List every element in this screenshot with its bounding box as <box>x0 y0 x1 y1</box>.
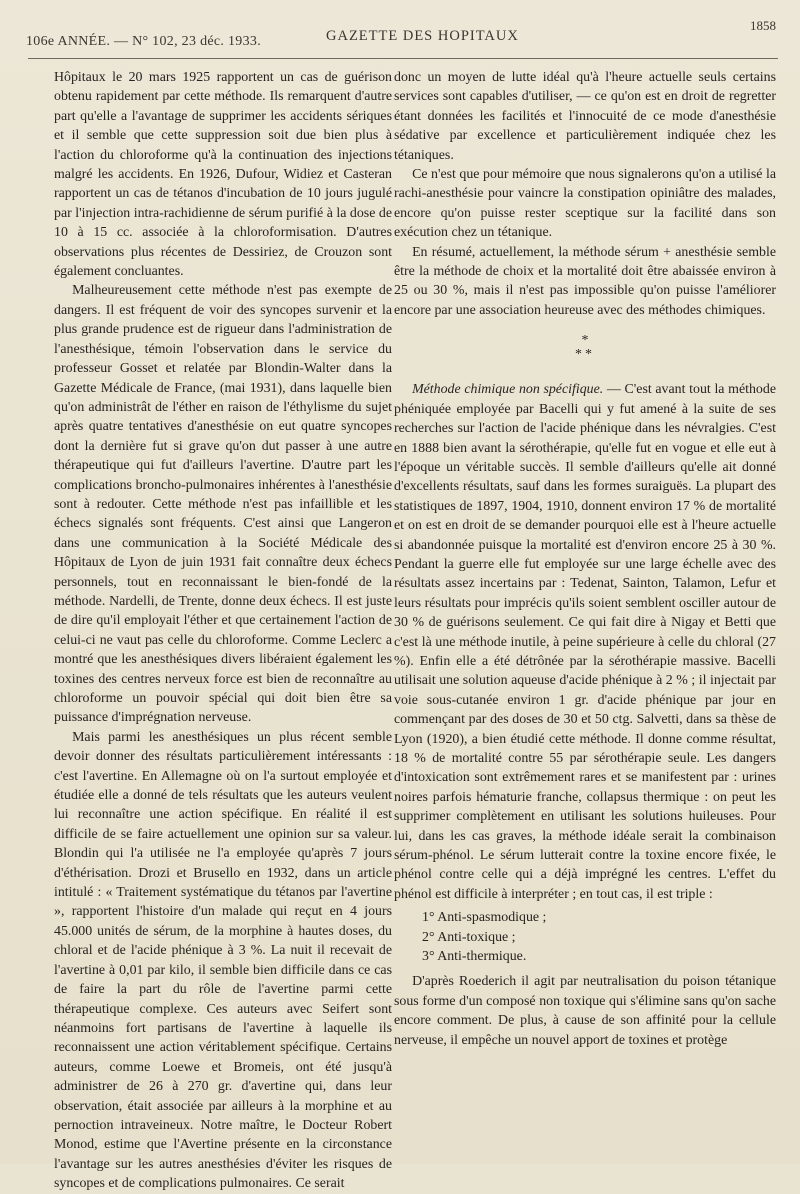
property-list <box>422 908 776 966</box>
section-paragraph <box>394 380 776 904</box>
paragraph: Mais parmi les anesthésiques un plus récent semble devoir donner des résultats particulièrement intéressants : c'est l'avertine. En Allemagne où on l'a surtout employée et étudiée elle a donné de tels résultats que les auteurs veulent lui reconnaître une action spécifique. En réalité il est difficile de se faire actuellement une opinion sur sa valeur. Blondin qui l'a utilisée ne l'a employée qu'après 7 jours d'éthérisation. Drozi et Brusello en 1932, dans un article intitulé : « Traitement systématique du tétanos par l'avertine », rapportent l'histoire d'un malade qui reçut en 4 jours 45.000 unités de sérum, de la morphine à hautes doses, du chloral et de l'acide phénique à 3 %. La nuit il recevait de l'avertine à 0,01 par kilo, il semble bien difficile dans ce cas de faire la part du rôle de l'avertine parmi cette thérapeutique complexe. Ces auteurs avec Seifert sont néanmoins fort partisans de l'avertine à laquelle ils reconnaissent une action véritablement spécifique. Certains auteurs, comme Loewe et Bromeis, ont été jusqu'à administrer de 26 à 270 gr. d'avertine qui, dans leur observation, était associée par ailleurs à la morphine et au pernoction intraveineux. Notre maître, le Docteur Robert Monod, estime que l'Avertine présente en la circonstance l'avantage sur les autres anesthésies d'éviter les risques de syncopes et de complications pulmonaires. Ce serait <box>54 729 392 1192</box>
list-item: 3° Anti-thermique. <box>422 949 527 965</box>
section-lead: Méthode chimique non spécifique. <box>412 382 604 398</box>
header-rule <box>28 58 778 59</box>
paragraph: Ce n'est que pour mémoire que nous signalerons qu'on a utilisé la rachi-anesthésie pour vaincre la constipation opiniâtre des malades, encore qu'on puisse rester sceptique sur la facilité dans son exécution chez un tétanique. <box>394 167 776 241</box>
paragraph: D'après Roederich il agit par neutralisation du poison tétanique sous forme d'un composé non toxique qui s'élimine sans qu'on sache encore comment. De plus, à cause de son affinité pour la cellule nerveuse, il empêche un nouvel apport de toxines et protège <box>394 974 776 1048</box>
list-item: 1° Anti-spasmodique ; <box>422 910 547 926</box>
section-body: — C'est avant tout la méthode phéniquée employée par Bacelli qui y fut amené à la suite de ses recherches sur l'action de l'acide phénique dans les névralgies. C'est en 1888 bien avant la sérothérapie, qu'elle fut en vogue et elle eut à l'époque un véritable succès. Il semble d'ailleurs qu'elle ait donné d'excellents résultats, sauf dans les formes suraiguës. La plupart des statistiques de 1897, 1904, 1910, donnent environ 17 % de mortalité et on est en droit de se demander pourquoi elle est à l'heure actuelle si abandonnée puisque la mortalité est d'environ encore 25 à 30 %. Pendant la guerre elle fut employée sur une large échelle avec des résultats assez incertains par : Tedenat, Sainton, Talamon, Lefur et leurs résultats pour imprécis qu'ils soient semblent osciller autour de 30 % de guérisons seulement. Ce qui fait dire à Nigay et Betti que c'est là une méthode inutile, à peine supérieure à celle du chloral (27 %). Enfin elle a été détrônée par la sérothérapie massive. Bacelli utilisait une solution aqueuse d'acide phénique à 2 % ; il injectait par voie sous-cutanée environ 1 gr. d'acide phénique par jour en commençant par des doses de 30 et 50 ctg. Salvetti, dans sa thèse de Lyon (1920), a bien étudié cette méthode. Il donne comme résultat, 18 % de mortalité contre 55 par sérothérapie seule. Les dangers d'intoxication sont extrêmement rares et se manifestent par : urines noires parfois hématurie franche, collapsus thermique : on peut les supprimer complètement en utilisant les solutions huileuses. Pour lui, dans les cas graves, la méthode idéale serait la combinaison sérum-phénol. Le sérum lutterait contre la toxine encore fixée, le phénol contre celle qui a déjà imprégné les centres. L'effet du phénol est difficile à interpréter ; en tout cas, il est triple : <box>394 382 776 902</box>
paragraph: Hôpitaux le 20 mars 1925 rapportent un cas de guérison obtenu rapidement par cette méthode. Ils remarquent d'autre part qu'elle a l'avantage de supprimer les accidents sériques et il semble que cette suppression soit due bien plus à l'action du chloroforme qu'à la continuation des injections malgré les accidents. En 1926, Dufour, Widiez et Casteran rapportent un cas de tétanos d'incubation de 10 jours jugulé par l'injection intra-rachidienne de sérum purifié à la dose de 10 à 15 cc. associée à la chloroformisation. D'autres observations plus récentes de Dessiriez, de Crouzon sont également concluantes. <box>54 70 392 280</box>
section-separator-asterism: * ** <box>575 333 595 363</box>
paragraph: En résumé, actuellement, la méthode sérum + anesthésie semble être la méthode de choix et la mortalité doit être abaissée environ à 25 ou 30 %, mais il n'est pas impossible qu'on puisse l'améliorer encore par une association heureuse avec des méthodes chimiques. <box>394 244 776 318</box>
page-number: 1858 <box>750 18 776 33</box>
page-header <box>26 18 776 58</box>
right-column <box>394 68 776 1148</box>
paragraph: Malheureusement cette méthode n'est pas exempte de dangers. Il est fréquent de voir des syncopes survenir et la plus grande prudence est de rigueur dans l'administration de l'anesthésique, témoin l'observation dans le service du professeur Gosset et relatée par Blondin-Walter dans la Gazette Médicale de France, (mai 1931), dans laquelle bien qu'on administrât de l'éther en raison de l'éthylisme du sujet après quatre tentatives d'anesthésie on eut quatre syncopes dont la dernière fut si grave qu'on dut passer à une autre thérapeutique qui fut d'ailleurs l'avertine. D'autre part les complications broncho-pulmonaires inhérentes à l'anesthésie sont à redouter. Cette méthode n'est pas infaillible et les échecs signalés sont fréquents. C'est ainsi que Langeron dans une communication à la Société Médicale des Hôpitaux de Lyon de juin 1931 fait connaître deux échecs personnels, tout en reconnaissant le bien-fondé de la méthode. Nardelli, de Trente, donne deux échecs. Il est juste de dire qu'il employait l'éther et que certainement l'action de celui-ci ne vaut pas celle du chloroforme. Comme Leclerc a montré que les anesthésiques divers libéraient également les toxines des centres nerveux force est bien de reconnaître au chloroforme un pouvoir spécial qui doit bien être sa puissance d'imprégnation nerveuse. <box>54 283 392 726</box>
issue-info: 106e ANNÉE. — N° 102, 23 déc. 1933. <box>26 34 262 49</box>
publication-title: GAZETTE DES HOPITAUX <box>326 28 519 44</box>
list-item: 2° Anti-toxique ; <box>422 929 516 945</box>
paragraph: donc un moyen de lutte idéal qu'à l'heure actuelle seuls certains services sont capables d'utiliser, — ce qu'on est en droit de regretter étant données les facilités et l'innocuité de ce mode d'anesthésie sédative par excellence et particulièrement indiquée chez les tétaniques. <box>394 70 776 163</box>
left-column <box>54 68 392 1192</box>
